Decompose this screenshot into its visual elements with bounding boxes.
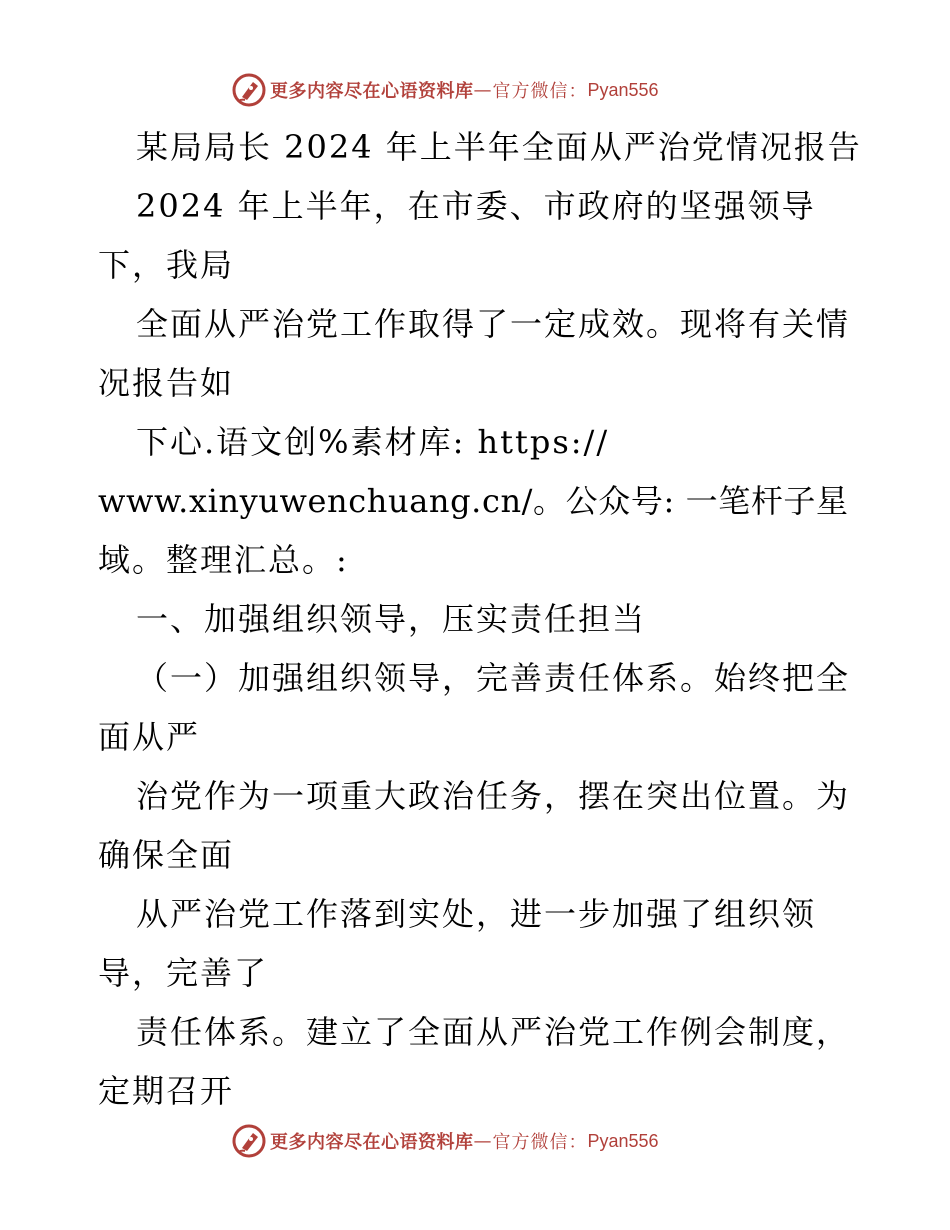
- paragraph-line: 下心.语文创%素材库: https://: [136, 423, 610, 461]
- document-title: 某局局长 2024 年上半年全面从严治党情况报告: [136, 128, 862, 166]
- paragraph-line: 导，完善了: [98, 954, 269, 992]
- paragraph-line: 全面从严治党工作取得了一定成效。现将有关情: [136, 305, 851, 343]
- pen-nib-seal-icon: [232, 1124, 266, 1158]
- paragraph-line: （一）加强组织领导，完善责任体系。始终把全: [136, 659, 851, 697]
- paragraph-line: 况报告如: [98, 364, 235, 402]
- paragraph-line: 定期召开: [98, 1072, 235, 1110]
- watermark-dash: —: [473, 79, 493, 101]
- paragraph-line: 责任体系。建立了全面从严治党工作例会制度，: [136, 1013, 851, 1051]
- paragraph-line: 2024 年上半年，在市委、市政府的坚强领导: [136, 187, 816, 225]
- paragraph-line: www.xinyuwenchuang.cn/。公众号: 一笔杆子星: [98, 482, 849, 520]
- paragraph-line: 下，我局: [98, 246, 235, 284]
- paragraph-line: 从严治党工作落到实处，进一步加强了组织领: [136, 895, 817, 933]
- watermark-wechat-id: Pyan556: [587, 1130, 659, 1151]
- watermark-wechat-label: 官方微信：: [492, 81, 588, 102]
- section-heading: 一、加强组织领导，压实责任担当: [136, 600, 647, 638]
- footer-watermark: [232, 1121, 659, 1161]
- paragraph-line: 治党作为一项重大政治任务，摆在突出位置。为: [136, 777, 851, 815]
- watermark-site-text: 更多内容尽在心语资料库: [270, 1132, 474, 1153]
- watermark-dash: —: [473, 1130, 493, 1152]
- watermark-site-text: 更多内容尽在心语资料库: [270, 81, 474, 102]
- paragraph-line: 确保全面: [98, 836, 235, 874]
- watermark-wechat-label: 官方微信：: [492, 1132, 588, 1153]
- paragraph-line: 域。整理汇总。:: [98, 541, 349, 579]
- watermark-wechat-id: Pyan556: [587, 79, 659, 100]
- paragraph-line: 面从严: [98, 718, 201, 756]
